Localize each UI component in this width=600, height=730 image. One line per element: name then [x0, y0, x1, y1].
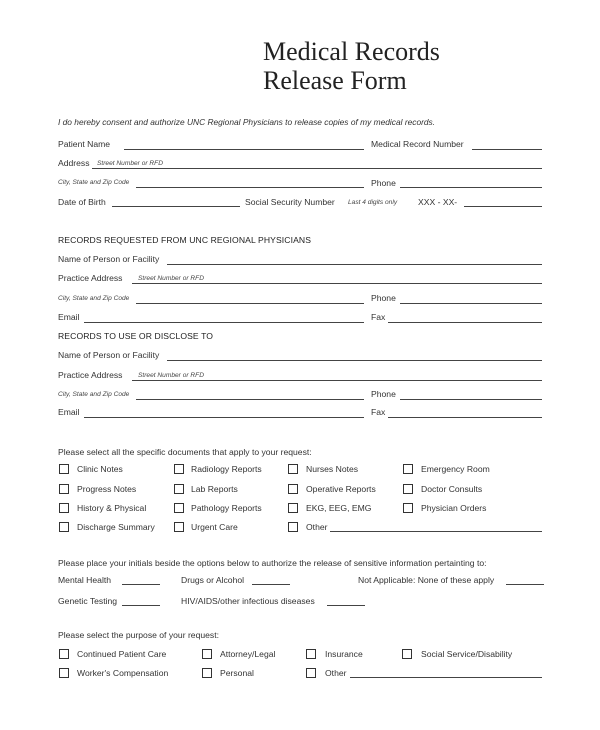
genetic-testing-initials-input[interactable] — [122, 605, 160, 606]
checkbox-lab-reports[interactable] — [174, 484, 184, 494]
checkbox-nurses-notes[interactable] — [288, 464, 298, 474]
option-progress-notes: Progress Notes — [77, 484, 137, 494]
hiv-aids-initials-input[interactable] — [327, 605, 365, 606]
patient-address-label: Address — [58, 158, 90, 168]
checkbox-ekg-eeg-emg[interactable] — [288, 503, 298, 513]
checkbox-personal[interactable] — [202, 668, 212, 678]
requested-from-name-input[interactable] — [167, 264, 542, 265]
requested-from-phone-input[interactable] — [400, 303, 542, 304]
requested-from-name-label: Name of Person or Facility — [58, 254, 160, 264]
disclose-to-email-input[interactable] — [84, 417, 364, 418]
option-social-service-disability: Social Service/Disability — [421, 649, 513, 659]
checkbox-attorney-legal[interactable] — [202, 649, 212, 659]
checkbox-emergency-room[interactable] — [403, 464, 413, 474]
option-physician-orders: Physician Orders — [421, 503, 487, 513]
requested-from-address-label: Practice Address — [58, 273, 123, 283]
checkbox-physician-orders[interactable] — [403, 503, 413, 513]
checkbox-documents-other[interactable] — [288, 522, 298, 532]
requested-from-heading: RECORDS REQUESTED FROM UNC REGIONAL PHYSICIANS — [58, 235, 312, 245]
patient-city-input[interactable] — [136, 187, 364, 188]
requested-from-email-input[interactable] — [84, 322, 364, 323]
option-insurance: Insurance — [325, 649, 363, 659]
disclose-to-address-input[interactable] — [132, 380, 542, 381]
disclose-to-phone-label: Phone — [371, 389, 396, 399]
form-title-line1: Medical Records — [263, 37, 440, 66]
option-history-physical: History & Physical — [77, 503, 147, 513]
requested-from-phone-label: Phone — [371, 293, 396, 303]
option-radiology-reports: Radiology Reports — [191, 464, 262, 474]
option-doctor-consults: Doctor Consults — [421, 484, 483, 494]
checkbox-social-service-disability[interactable] — [402, 649, 412, 659]
checkbox-clinic-notes[interactable] — [59, 464, 69, 474]
sensitive-prompt: Please place your initials beside the options below to authorize the release of sensitive information pertainting to: — [58, 558, 487, 568]
disclose-to-city-input[interactable] — [136, 399, 364, 400]
checkbox-radiology-reports[interactable] — [174, 464, 184, 474]
option-discharge-summary: Discharge Summary — [77, 522, 155, 532]
option-clinic-notes: Clinic Notes — [77, 464, 123, 474]
option-nurses-notes: Nurses Notes — [306, 464, 359, 474]
option-lab-reports: Lab Reports — [191, 484, 238, 494]
option-attorney-legal: Attorney/Legal — [220, 649, 276, 659]
requested-from-address-input[interactable] — [132, 283, 542, 284]
date-of-birth-input[interactable] — [112, 206, 240, 207]
patient-phone-input[interactable] — [400, 187, 542, 188]
patient-phone-label: Phone — [371, 178, 396, 188]
drugs-alcohol-label: Drugs or Alcohol — [181, 575, 245, 585]
purpose-prompt: Please select the purpose of your request: — [58, 630, 219, 640]
checkbox-history-physical[interactable] — [59, 503, 69, 513]
option-purpose-other: Other — [325, 668, 347, 678]
consent-statement: I do hereby consent and authorize UNC Regional Physicians to release copies of my medical records. — [58, 117, 436, 127]
ssn-input[interactable] — [464, 206, 542, 207]
patient-address-input[interactable] — [92, 168, 542, 169]
checkbox-pathology-reports[interactable] — [174, 503, 184, 513]
option-workers-compensation: Worker's Compensation — [77, 668, 169, 678]
option-emergency-room: Emergency Room — [421, 464, 490, 474]
mental-health-initials-input[interactable] — [122, 584, 160, 585]
disclose-to-address-hint: Street Number or RFD — [138, 372, 204, 379]
disclose-to-name-input[interactable] — [167, 360, 542, 361]
documents-other-input[interactable] — [330, 531, 542, 532]
purpose-other-input[interactable] — [350, 677, 542, 678]
patient-city-label: City, State and Zip Code — [58, 179, 130, 186]
disclose-to-address-label: Practice Address — [58, 370, 123, 380]
not-applicable-initials-input[interactable] — [506, 584, 544, 585]
checkbox-progress-notes[interactable] — [59, 484, 69, 494]
requested-from-address-hint: Street Number or RFD — [138, 275, 204, 282]
checkbox-discharge-summary[interactable] — [59, 522, 69, 532]
medical-record-number-input[interactable] — [472, 149, 542, 150]
requested-from-email-label: Email — [58, 312, 80, 322]
option-ekg-eeg-emg: EKG, EEG, EMG — [306, 503, 372, 513]
documents-prompt: Please select all the specific documents that apply to your request: — [58, 447, 312, 457]
hiv-aids-label: HIV/AIDS/other infectious diseases — [181, 596, 315, 606]
form-title-line2: Release Form — [263, 66, 407, 95]
ssn-mask: XXX - XX- — [418, 197, 458, 207]
ssn-hint: Last 4 digits only — [348, 199, 398, 206]
genetic-testing-label: Genetic Testing — [58, 596, 118, 606]
ssn-label: Social Security Number — [245, 197, 335, 207]
requested-from-fax-input[interactable] — [388, 322, 542, 323]
option-operative-reports: Operative Reports — [306, 484, 376, 494]
disclose-to-fax-label: Fax — [371, 407, 386, 417]
checkbox-continued-patient-care[interactable] — [59, 649, 69, 659]
option-personal: Personal — [220, 668, 254, 678]
requested-from-city-input[interactable] — [136, 303, 364, 304]
disclose-to-name-label: Name of Person or Facility — [58, 350, 160, 360]
option-pathology-reports: Pathology Reports — [191, 503, 262, 513]
not-applicable-label: Not Applicable: None of these apply — [358, 575, 495, 585]
checkbox-urgent-care[interactable] — [174, 522, 184, 532]
checkbox-doctor-consults[interactable] — [403, 484, 413, 494]
patient-name-input[interactable] — [124, 149, 364, 150]
drugs-alcohol-initials-input[interactable] — [252, 584, 290, 585]
requested-from-city-label: City, State and Zip Code — [58, 295, 130, 302]
disclose-to-fax-input[interactable] — [388, 417, 542, 418]
disclose-to-heading: RECORDS TO USE OR DISCLOSE TO — [58, 331, 214, 341]
medical-record-number-label: Medical Record Number — [371, 139, 464, 149]
checkbox-operative-reports[interactable] — [288, 484, 298, 494]
patient-name-label: Patient Name — [58, 139, 111, 149]
option-continued-patient-care: Continued Patient Care — [77, 649, 167, 659]
checkbox-purpose-other[interactable] — [306, 668, 316, 678]
requested-from-fax-label: Fax — [371, 312, 386, 322]
disclose-to-city-label: City, State and Zip Code — [58, 391, 130, 398]
mental-health-label: Mental Health — [58, 575, 112, 585]
option-urgent-care: Urgent Care — [191, 522, 238, 532]
checkbox-workers-compensation[interactable] — [59, 668, 69, 678]
checkbox-insurance[interactable] — [306, 649, 316, 659]
option-documents-other: Other — [306, 522, 328, 532]
disclose-to-email-label: Email — [58, 407, 80, 417]
date-of-birth-label: Date of Birth — [58, 197, 106, 207]
disclose-to-phone-input[interactable] — [400, 399, 542, 400]
patient-address-hint: Street Number or RFD — [97, 160, 163, 167]
